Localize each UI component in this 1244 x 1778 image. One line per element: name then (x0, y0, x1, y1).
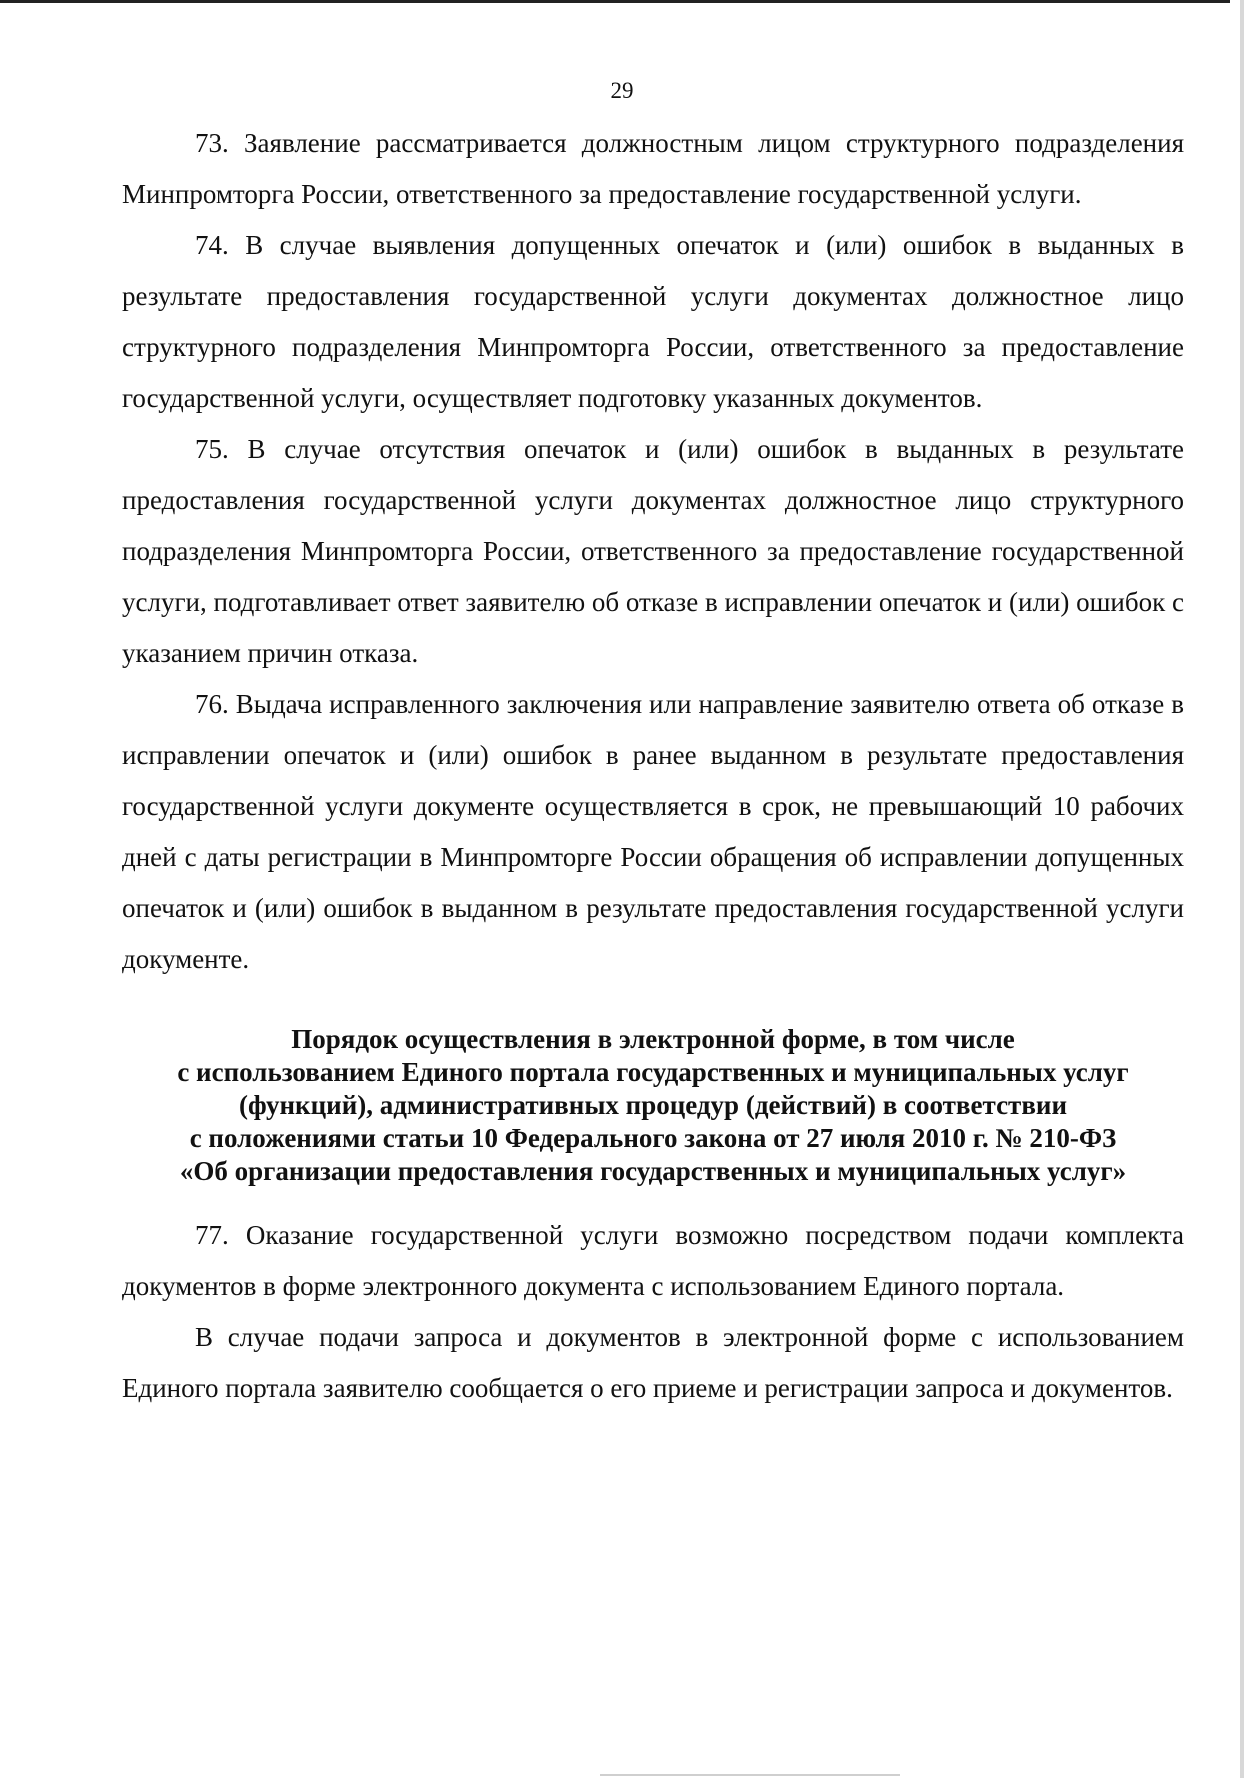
paragraph-75: 75. В случае отсутствия опечаток и (или) ошибок в выданных в результате предоставления государственной услуги документах должностное лицо структурного подразделения Минпромторга России, ответственного за предоставление государственной услуги, подготавливает ответ заявителю об отказе в исправлении опечаток и (или) ошибок с указанием причин отказа. (122, 434, 1184, 668)
section-heading-line: «Об организации предоставления государственных и муниципальных услуг» (179, 1156, 1127, 1186)
section-heading (122, 1023, 1184, 1188)
section-heading-line: с положениями статьи 10 Федерального закона от 27 июля 2010 г. № 210-ФЗ (189, 1123, 1117, 1153)
paragraph-73: 73. Заявление рассматривается должностным лицом структурного подразделения Минпромторга России, ответственного за предоставление государственной услуги. (122, 128, 1184, 209)
page-number: 29 (610, 78, 634, 103)
scan-edge-bottom (600, 1774, 900, 1776)
paragraph-77: 77. Оказание государственной услуги возможно посредством подачи комплекта документов в форме электронного документа с использованием Единого портала. (122, 1220, 1184, 1301)
paragraph-74: 74. В случае выявления допущенных опечаток и (или) ошибок в выданных в результате предоставления государственной услуги документах должностное лицо структурного подразделения Минпромторга России, ответственного за предоставление государственной услуги, осуществляет подготовку указанных документов. (122, 230, 1184, 413)
scan-edge-top (0, 0, 1230, 3)
section-heading-line: (функций), административных процедур (действий) в соответствии (238, 1090, 1068, 1120)
paragraph-electronic-submission: В случае подачи запроса и документов в электронной форме с использованием Единого портала заявителю сообщается о его приеме и регистрации запроса и документов. (122, 1322, 1184, 1403)
paragraph-76: 76. Выдача исправленного заключения или направление заявителю ответа об отказе в исправлении опечаток и (или) ошибок в ранее выданном в результате предоставления государственной услуги документе осуществляется в срок, не превышающий 10 рабочих дней с даты регистрации в Минпромторге России обращения об исправлении допущенных опечаток и (или) ошибок в выданном в результате предоставления государственной услуги документе. (122, 689, 1184, 974)
section-heading-line: с использованием Единого портала государственных и муниципальных услуг (177, 1057, 1129, 1087)
section-heading-line: Порядок осуществления в электронной форме, в том числе (291, 1024, 1015, 1054)
scan-edge-right (1240, 0, 1244, 1778)
document-body (122, 118, 1184, 1414)
